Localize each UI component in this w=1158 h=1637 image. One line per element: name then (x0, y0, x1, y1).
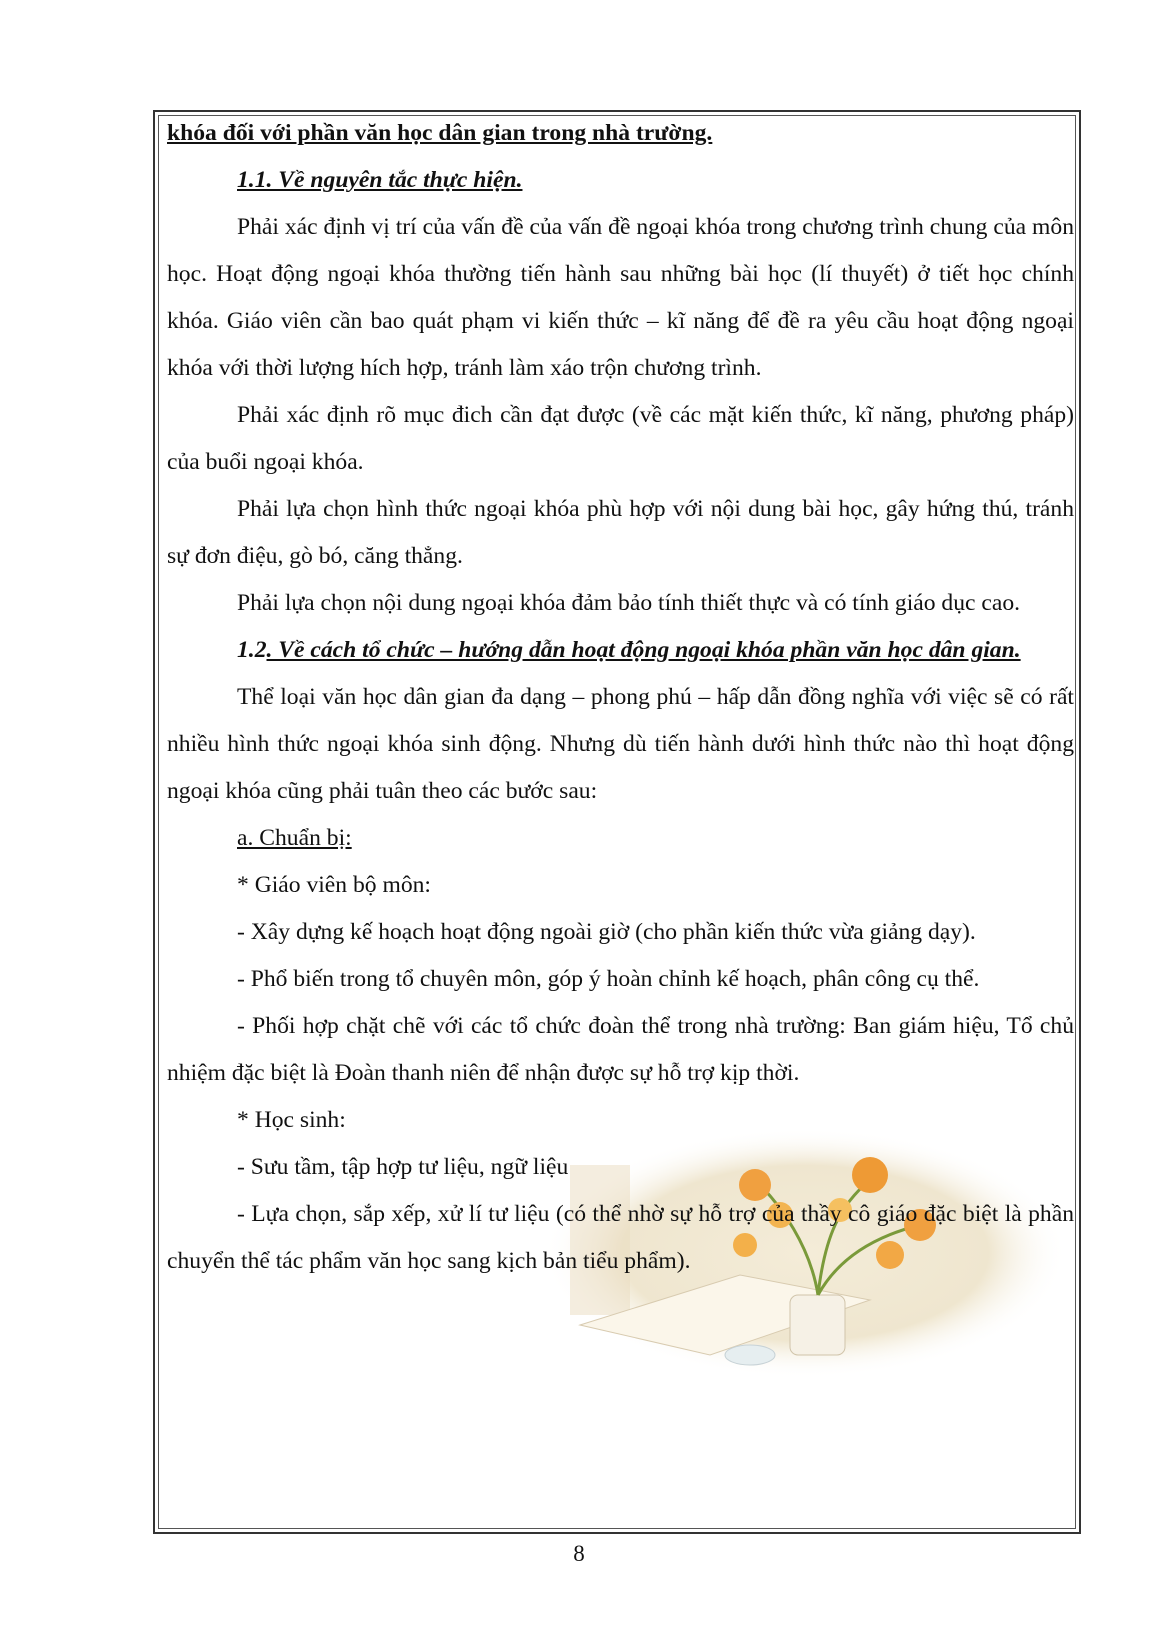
heading-1-2-text: . Về cách tổ chức – hướng dẫn hoạt động ngoại khóa phần văn học dân gian. (266, 637, 1021, 663)
heading-1-2-number: 1.2 (237, 637, 267, 663)
paragraph-principle-4: Phải lựa chọn nội dung ngoại khóa đảm bảo tính thiết thực và có tính giáo dục cao. (237, 590, 1021, 616)
subheading-preparation-text: a. Chuẩn bị: (237, 825, 352, 851)
student-item-1: - Sưu tầm, tập hợp tư liệu, ngữ liệu (237, 1154, 569, 1180)
page-number: 8 (573, 1541, 585, 1566)
heading-1-1-text: 1.1. Về nguyên tắc thực hiện. (237, 167, 523, 193)
document-body (167, 110, 1074, 1285)
heading-1-1 (167, 157, 1074, 204)
teacher-item-2: - Phổ biến trong tổ chuyên môn, góp ý hoàn chỉnh kế hoạch, phân công cụ thể. (237, 966, 980, 992)
teacher-label: * Giáo viên bộ môn: (237, 872, 431, 898)
student-item-2: - Lựa chọn, sắp xếp, xử lí tư liệu (có thể nhờ sự hỗ trợ của thầy cô giáo đặc biệt là phần chuyển thể tác phẩm văn học sang kịch bản tiểu phẩm). (167, 1201, 1074, 1274)
paragraph-genre: Thể loại văn học dân gian đa dạng – phong phú – hấp dẫn đồng nghĩa với việc sẽ có rất nhiều hình thức ngoại khóa sinh động. Nhưng dù tiến hành dưới hình thức nào thì hoạt động ngoại khóa cũng phải tuân theo các bước sau: (167, 684, 1074, 804)
section-title-continuation: khóa đối với phần văn học dân gian trong nhà trường. (167, 120, 713, 146)
teacher-item-1: - Xây dựng kế hoạch hoạt động ngoài giờ (cho phần kiến thức vừa giảng dạy). (237, 919, 976, 945)
student-label: * Học sinh: (237, 1107, 346, 1133)
paragraph-principle-2: Phải xác định rõ mục đich cần đạt được (về các mặt kiến thức, kĩ năng, phương pháp) của buổi ngoại khóa. (167, 402, 1074, 475)
paragraph-principle-3: Phải lựa chọn hình thức ngoại khóa phù hợp với nội dung bài học, gây hứng thú, tránh sự đơn điệu, gò bó, căng thẳng. (167, 496, 1074, 569)
teacher-item-3: - Phối hợp chặt chẽ với các tổ chức đoàn thể trong nhà trường: Ban giám hiệu, Tổ chủ nhiệm đặc biệt là Đoàn thanh niên để nhận được sự hỗ trợ kịp thời. (167, 1013, 1074, 1086)
subheading-preparation (167, 815, 1074, 862)
heading-1-2 (167, 627, 1074, 674)
paragraph-principle-1: Phải xác định vị trí của vấn đề của vấn đề ngoại khóa trong chương trình chung của môn học. Hoạt động ngoại khóa thường tiến hành sau những bài học (lí thuyết) ở tiết học chính khóa. Giáo viên cần bao quát phạm vi kiến thức – kĩ năng để đề ra yêu cầu hoạt động ngoại khóa với thời lượng hích hợp, tránh làm xáo trộn chương trình. (167, 214, 1074, 381)
